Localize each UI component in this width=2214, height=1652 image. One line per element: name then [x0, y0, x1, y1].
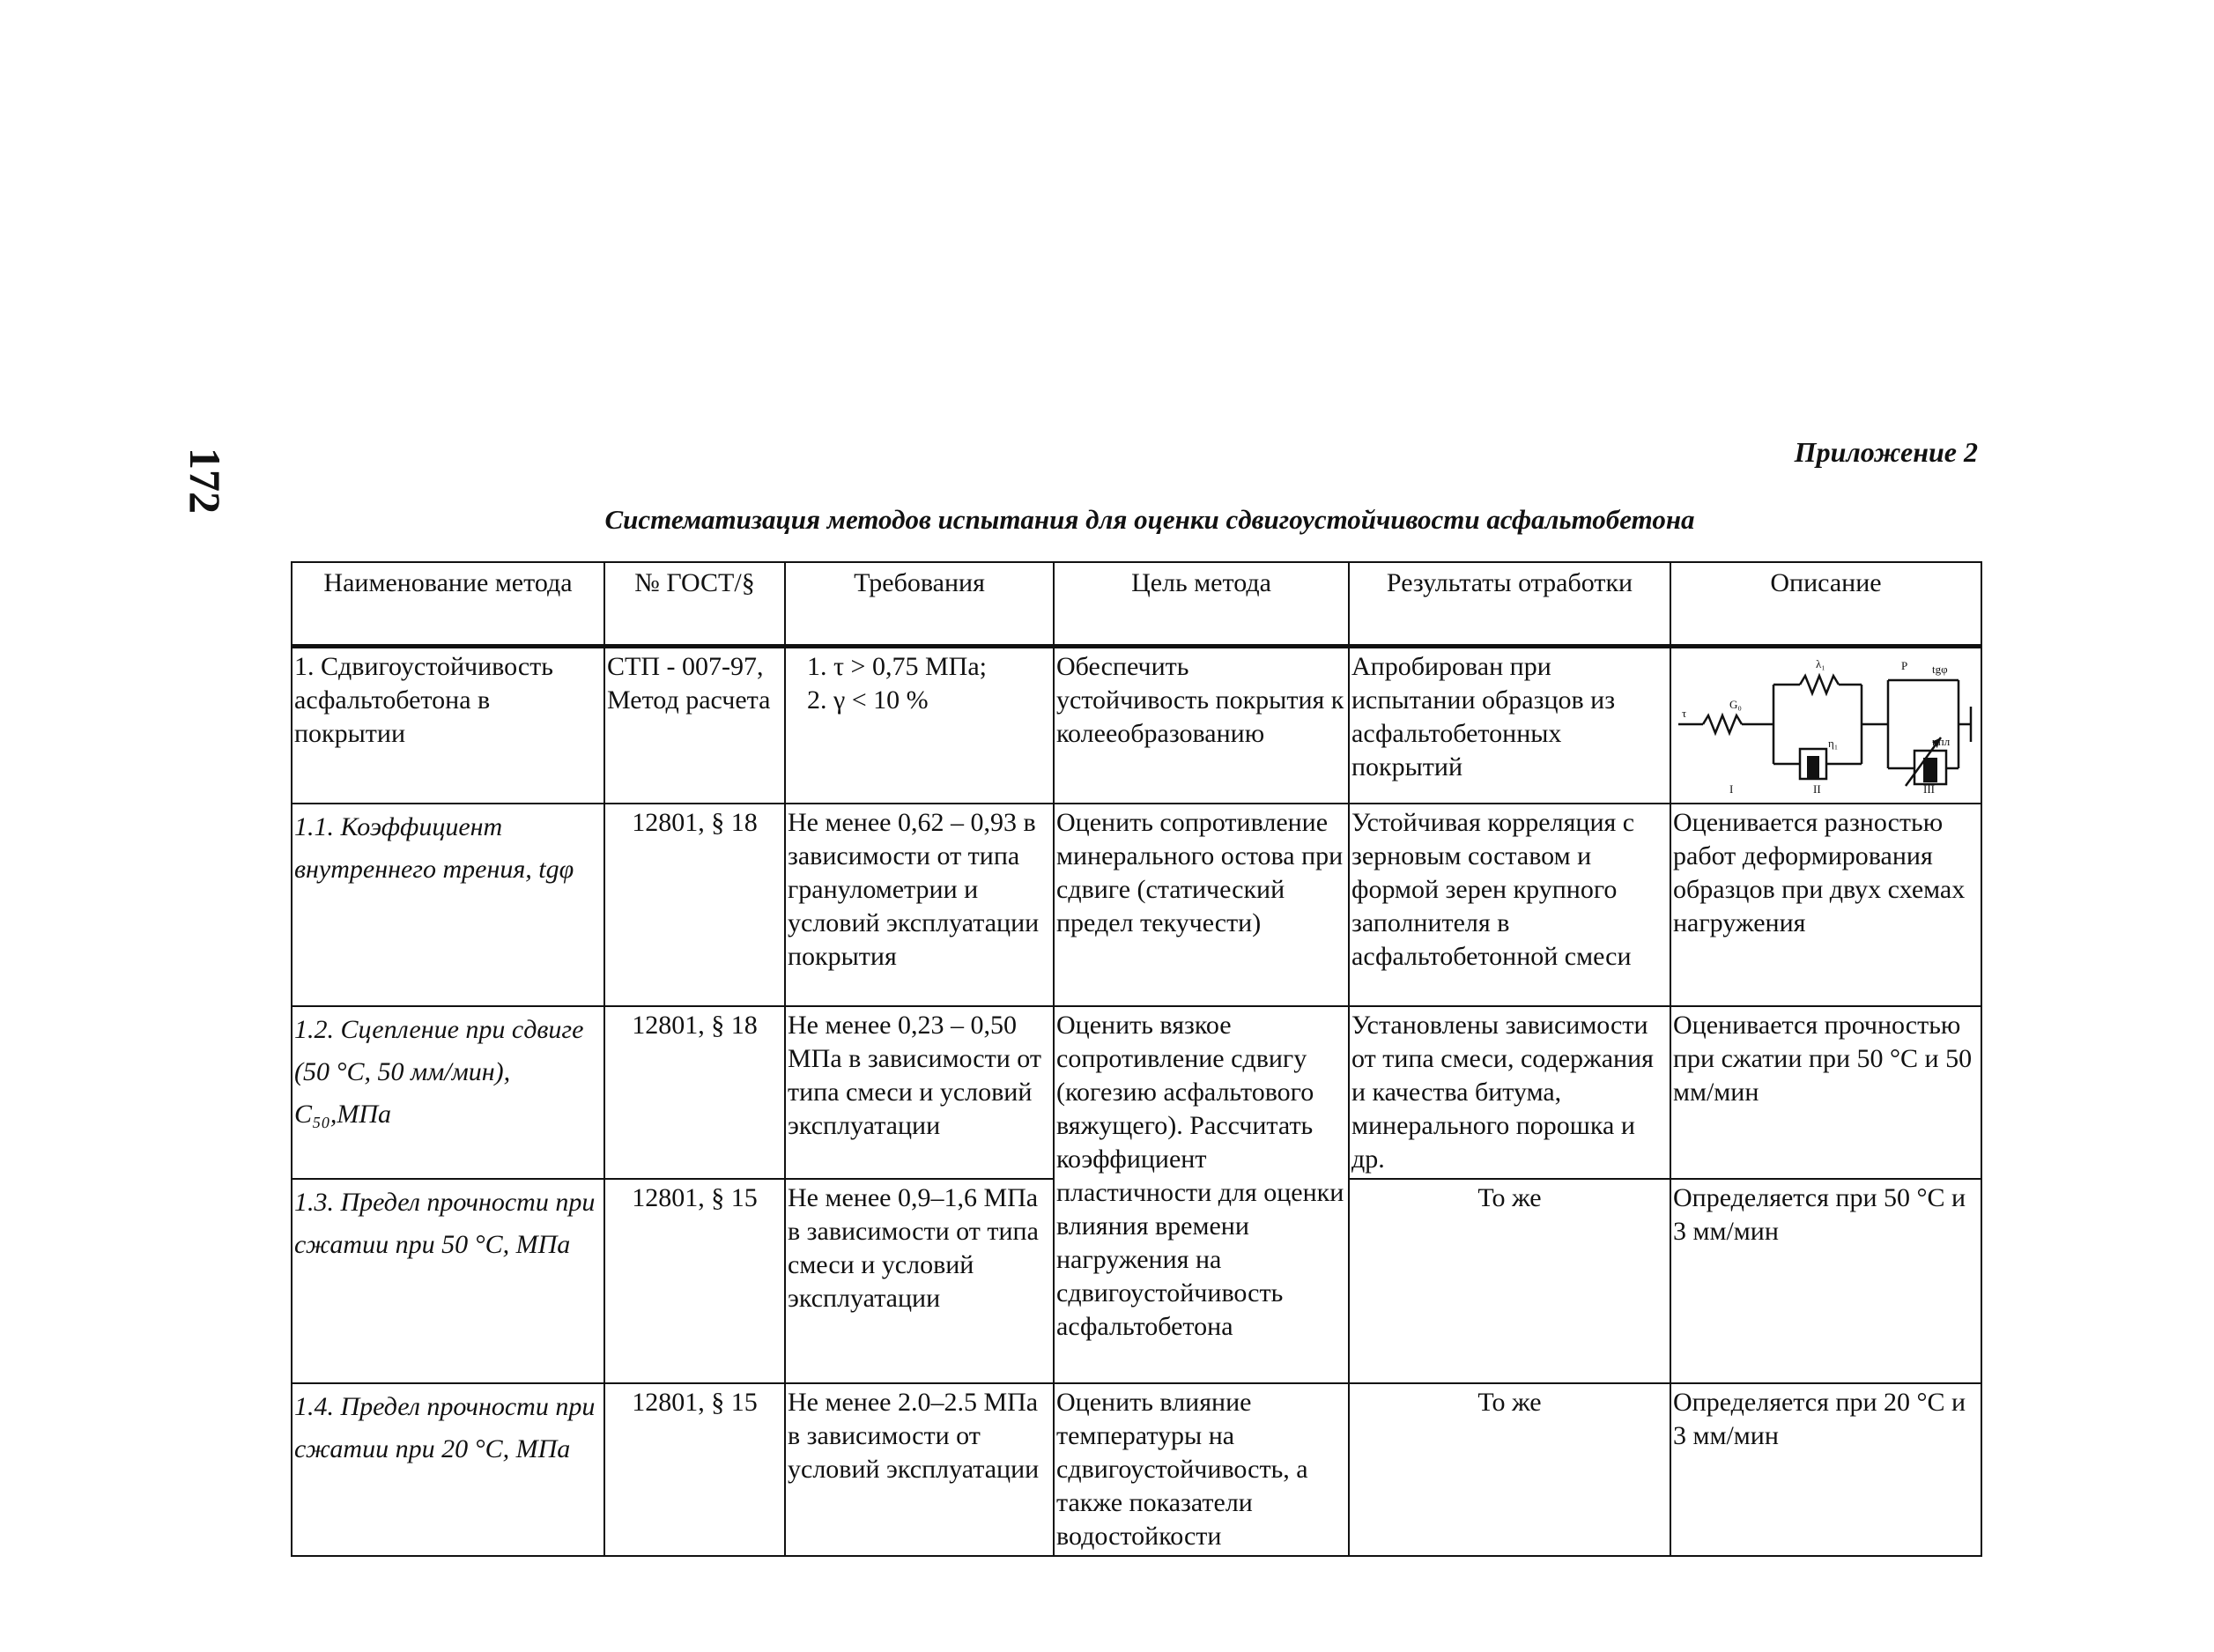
method-name-cell: 1.2. Сцепление при сдвиге (50 °С, 50 мм/мин), C₅₀,МПа: [292, 1006, 604, 1179]
description-cell: [1670, 647, 1981, 804]
requirements-cell: Не менее 0,62 – 0,93 в зависимости от типа гранулометрии и условий эксплуатации покрытия: [785, 804, 1054, 1006]
requirements-cell: Не менее 0,9–1,6 МПа в зависимости от типа смеси и условий эксплуатации: [785, 1179, 1054, 1383]
diagram-label: τ: [1681, 707, 1686, 720]
diagram-label: λ₁: [1815, 657, 1825, 670]
gost-cell: 12801, § 15: [604, 1383, 785, 1556]
table-header-row: [292, 562, 1981, 647]
table-row: [292, 1006, 1981, 1179]
diagram-label: P: [1900, 659, 1907, 672]
requirements-cell: [785, 647, 1054, 804]
header-cell: Описание: [1670, 562, 1981, 647]
header-cell: Результаты отработки: [1349, 562, 1670, 647]
diagram-label: II: [1812, 782, 1821, 795]
result-cell: То же: [1349, 1383, 1670, 1556]
method-name-cell: 1.3. Предел прочности при сжатии при 50 °С, МПа: [292, 1179, 604, 1383]
requirements-cell: Не менее 0,23 – 0,50 МПа в зависимости от типа смеси и условий эксплуатации: [785, 1006, 1054, 1179]
gost-cell: СТП - 007-97, Метод расчета: [604, 647, 785, 804]
result-cell: То же: [1349, 1179, 1670, 1383]
header-cell: Требования: [785, 562, 1054, 647]
requirements-cell: Не менее 2.0–2.5 МПа в зависимости от условий эксплуатации: [785, 1383, 1054, 1556]
method-name-cell: 1.1. Коэффициент внутреннего трения, tgφ: [292, 804, 604, 1006]
method-name-cell: 1. Сдвигоустойчивость асфальтобетона в покрытии: [292, 647, 604, 804]
header-cell: Цель метода: [1054, 562, 1349, 647]
result-cell: Установлены зависимости от типа смеси, содержания и качества битума, минерального порошка и др.: [1349, 1006, 1670, 1179]
document-title: Систематизация методов испытания для оценки сдвигоустойчивости асфальтобетона: [604, 504, 1695, 535]
methods-table: [291, 561, 1982, 1557]
appendix-label: Приложение 2: [1794, 436, 1978, 468]
diagram-label: tgφ: [1931, 663, 1948, 676]
method-name-cell: 1.4. Предел прочности при сжатии при 20 °С, МПа: [292, 1383, 604, 1556]
page-number: 172: [181, 448, 230, 514]
result-cell: Устойчивая корреляция с зерновым составом и формой зерен крупного заполнителя в асфальтобетонной смеси: [1349, 804, 1670, 1006]
goal-cell: Оценить влияние температуры на сдвигоустойчивость, а также показатели водостойкости: [1054, 1383, 1349, 1556]
gost-cell: 12801, § 18: [604, 804, 785, 1006]
description-cell: Оценивается прочностью при сжатии при 50 °С и 50 мм/мин: [1670, 1006, 1981, 1179]
description-cell: Определяется при 20 °С и 3 мм/мин: [1670, 1383, 1981, 1556]
result-cell: Апробирован при испытании образцов из асфальтобетонных покрытий: [1349, 647, 1670, 804]
diagram-label: ηпл: [1931, 735, 1950, 748]
goal-cell: Обеспечить устойчивость покрытия к колееобразованию: [1054, 647, 1349, 804]
goal-cell: Оценить сопротивление минерального остова при сдвиге (статический предел текучести): [1054, 804, 1349, 1006]
table-row: [292, 647, 1981, 804]
header-cell: Наименование метода: [292, 562, 604, 647]
requirement-line: 1. τ > 0,75 МПа;: [807, 652, 987, 681]
diagram-label: III: [1922, 782, 1935, 795]
diagram-label: η₁: [1827, 737, 1838, 750]
description-cell: Определяется при 50 °С и 3 мм/мин: [1670, 1179, 1981, 1383]
goal-cell: Оценить вязкое сопротивление сдвигу (когезию асфальтового вяжущего). Рассчитать коэффициент пластичности для оценки влияния времени нагружения на сдвигоустойчивость асфальтобетона: [1054, 1006, 1349, 1383]
table-row: [292, 1383, 1981, 1556]
table-row: [292, 804, 1981, 1006]
description-cell: Оценивается разностью работ деформирования образцов при двух схемах нагружения: [1670, 804, 1981, 1006]
diagram-label: I: [1729, 782, 1733, 795]
rheological-model-diagram-icon: [1677, 654, 1976, 795]
requirement-line: 2. γ < 10 %: [807, 685, 929, 715]
gost-cell: 12801, § 15: [604, 1179, 785, 1383]
diagram-label: G₀: [1729, 698, 1742, 711]
header-cell: № ГОСТ/§: [604, 562, 785, 647]
gost-cell: 12801, § 18: [604, 1006, 785, 1179]
